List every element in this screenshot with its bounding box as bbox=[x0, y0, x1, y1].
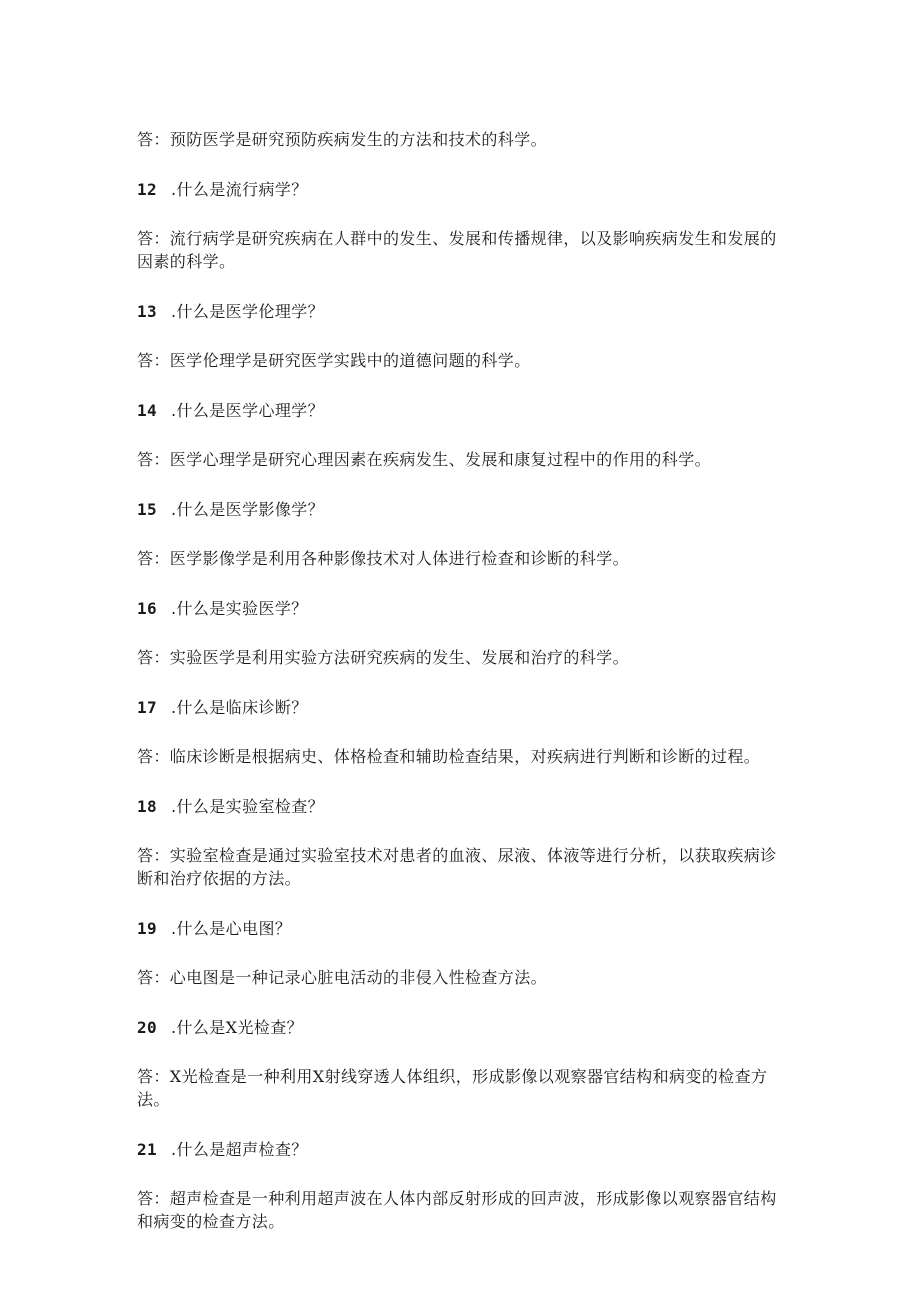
question-16 bbox=[137, 597, 777, 620]
answer-19: 答：心电图是一种记录心脏电活动的非侵入性检查方法。 bbox=[137, 968, 548, 987]
answer-17: 答：临床诊断是根据病史、体格检查和辅助检查结果，对疾病进行判断和诊断的过程。 bbox=[137, 747, 761, 766]
question-text: .什么是医学影像学？ bbox=[171, 500, 325, 519]
question-18 bbox=[137, 795, 777, 818]
question-19 bbox=[137, 917, 777, 940]
answer-20: 答：X光检查是一种利用X射线穿透人体组织，形成影像以观察器官结构和病变的检查方法。 bbox=[137, 1067, 768, 1109]
question-21 bbox=[137, 1138, 777, 1161]
document-page bbox=[137, 128, 777, 1260]
question-number: 13 bbox=[137, 302, 158, 321]
question-text: .什么是超声检查？ bbox=[171, 1140, 308, 1159]
question-number: 17 bbox=[137, 698, 158, 717]
question-number: 16 bbox=[137, 599, 158, 618]
answer-14: 答：医学心理学是研究心理因素在疾病发生、发展和康复过程中的作用的科学。 bbox=[137, 450, 712, 469]
question-15 bbox=[137, 498, 777, 521]
question-text: .什么是实验室检查？ bbox=[171, 797, 325, 816]
question-text: .什么是X光检查？ bbox=[171, 1018, 304, 1037]
question-number: 14 bbox=[137, 401, 158, 420]
question-text: .什么是医学伦理学？ bbox=[171, 302, 325, 321]
question-text: .什么是流行病学？ bbox=[171, 180, 308, 199]
question-number: 18 bbox=[137, 797, 158, 816]
question-text: .什么是临床诊断？ bbox=[171, 698, 308, 717]
question-12 bbox=[137, 178, 777, 201]
question-number: 19 bbox=[137, 919, 158, 938]
question-number: 15 bbox=[137, 500, 158, 519]
answer-21: 答：超声检查是一种利用超声波在人体内部反射形成的回声波，形成影像以观察器官结构和病变的检查方法。 bbox=[137, 1189, 777, 1231]
question-text: .什么是心电图？ bbox=[171, 919, 292, 938]
question-13 bbox=[137, 300, 777, 323]
answer-18: 答：实验室检查是通过实验室技术对患者的血液、尿液、体液等进行分析，以获取疾病诊断和治疗依据的方法。 bbox=[137, 846, 777, 888]
answer-13: 答：医学伦理学是研究医学实践中的道德问题的科学。 bbox=[137, 351, 531, 370]
question-number: 21 bbox=[137, 1140, 158, 1159]
question-number: 12 bbox=[137, 180, 158, 199]
question-17 bbox=[137, 696, 777, 719]
question-text: .什么是医学心理学？ bbox=[171, 401, 325, 420]
answer-11: 答：预防医学是研究预防疾病发生的方法和技术的科学。 bbox=[137, 130, 548, 149]
question-20 bbox=[137, 1016, 777, 1039]
question-text: .什么是实验医学？ bbox=[171, 599, 308, 618]
question-number: 20 bbox=[137, 1018, 158, 1037]
answer-12: 答：流行病学是研究疾病在人群中的发生、发展和传播规律，以及影响疾病发生和发展的因素的科学。 bbox=[137, 229, 777, 271]
answer-16: 答：实验医学是利用实验方法研究疾病的发生、发展和治疗的科学。 bbox=[137, 648, 630, 667]
answer-15: 答：医学影像学是利用各种影像技术对人体进行检查和诊断的科学。 bbox=[137, 549, 630, 568]
question-14 bbox=[137, 399, 777, 422]
